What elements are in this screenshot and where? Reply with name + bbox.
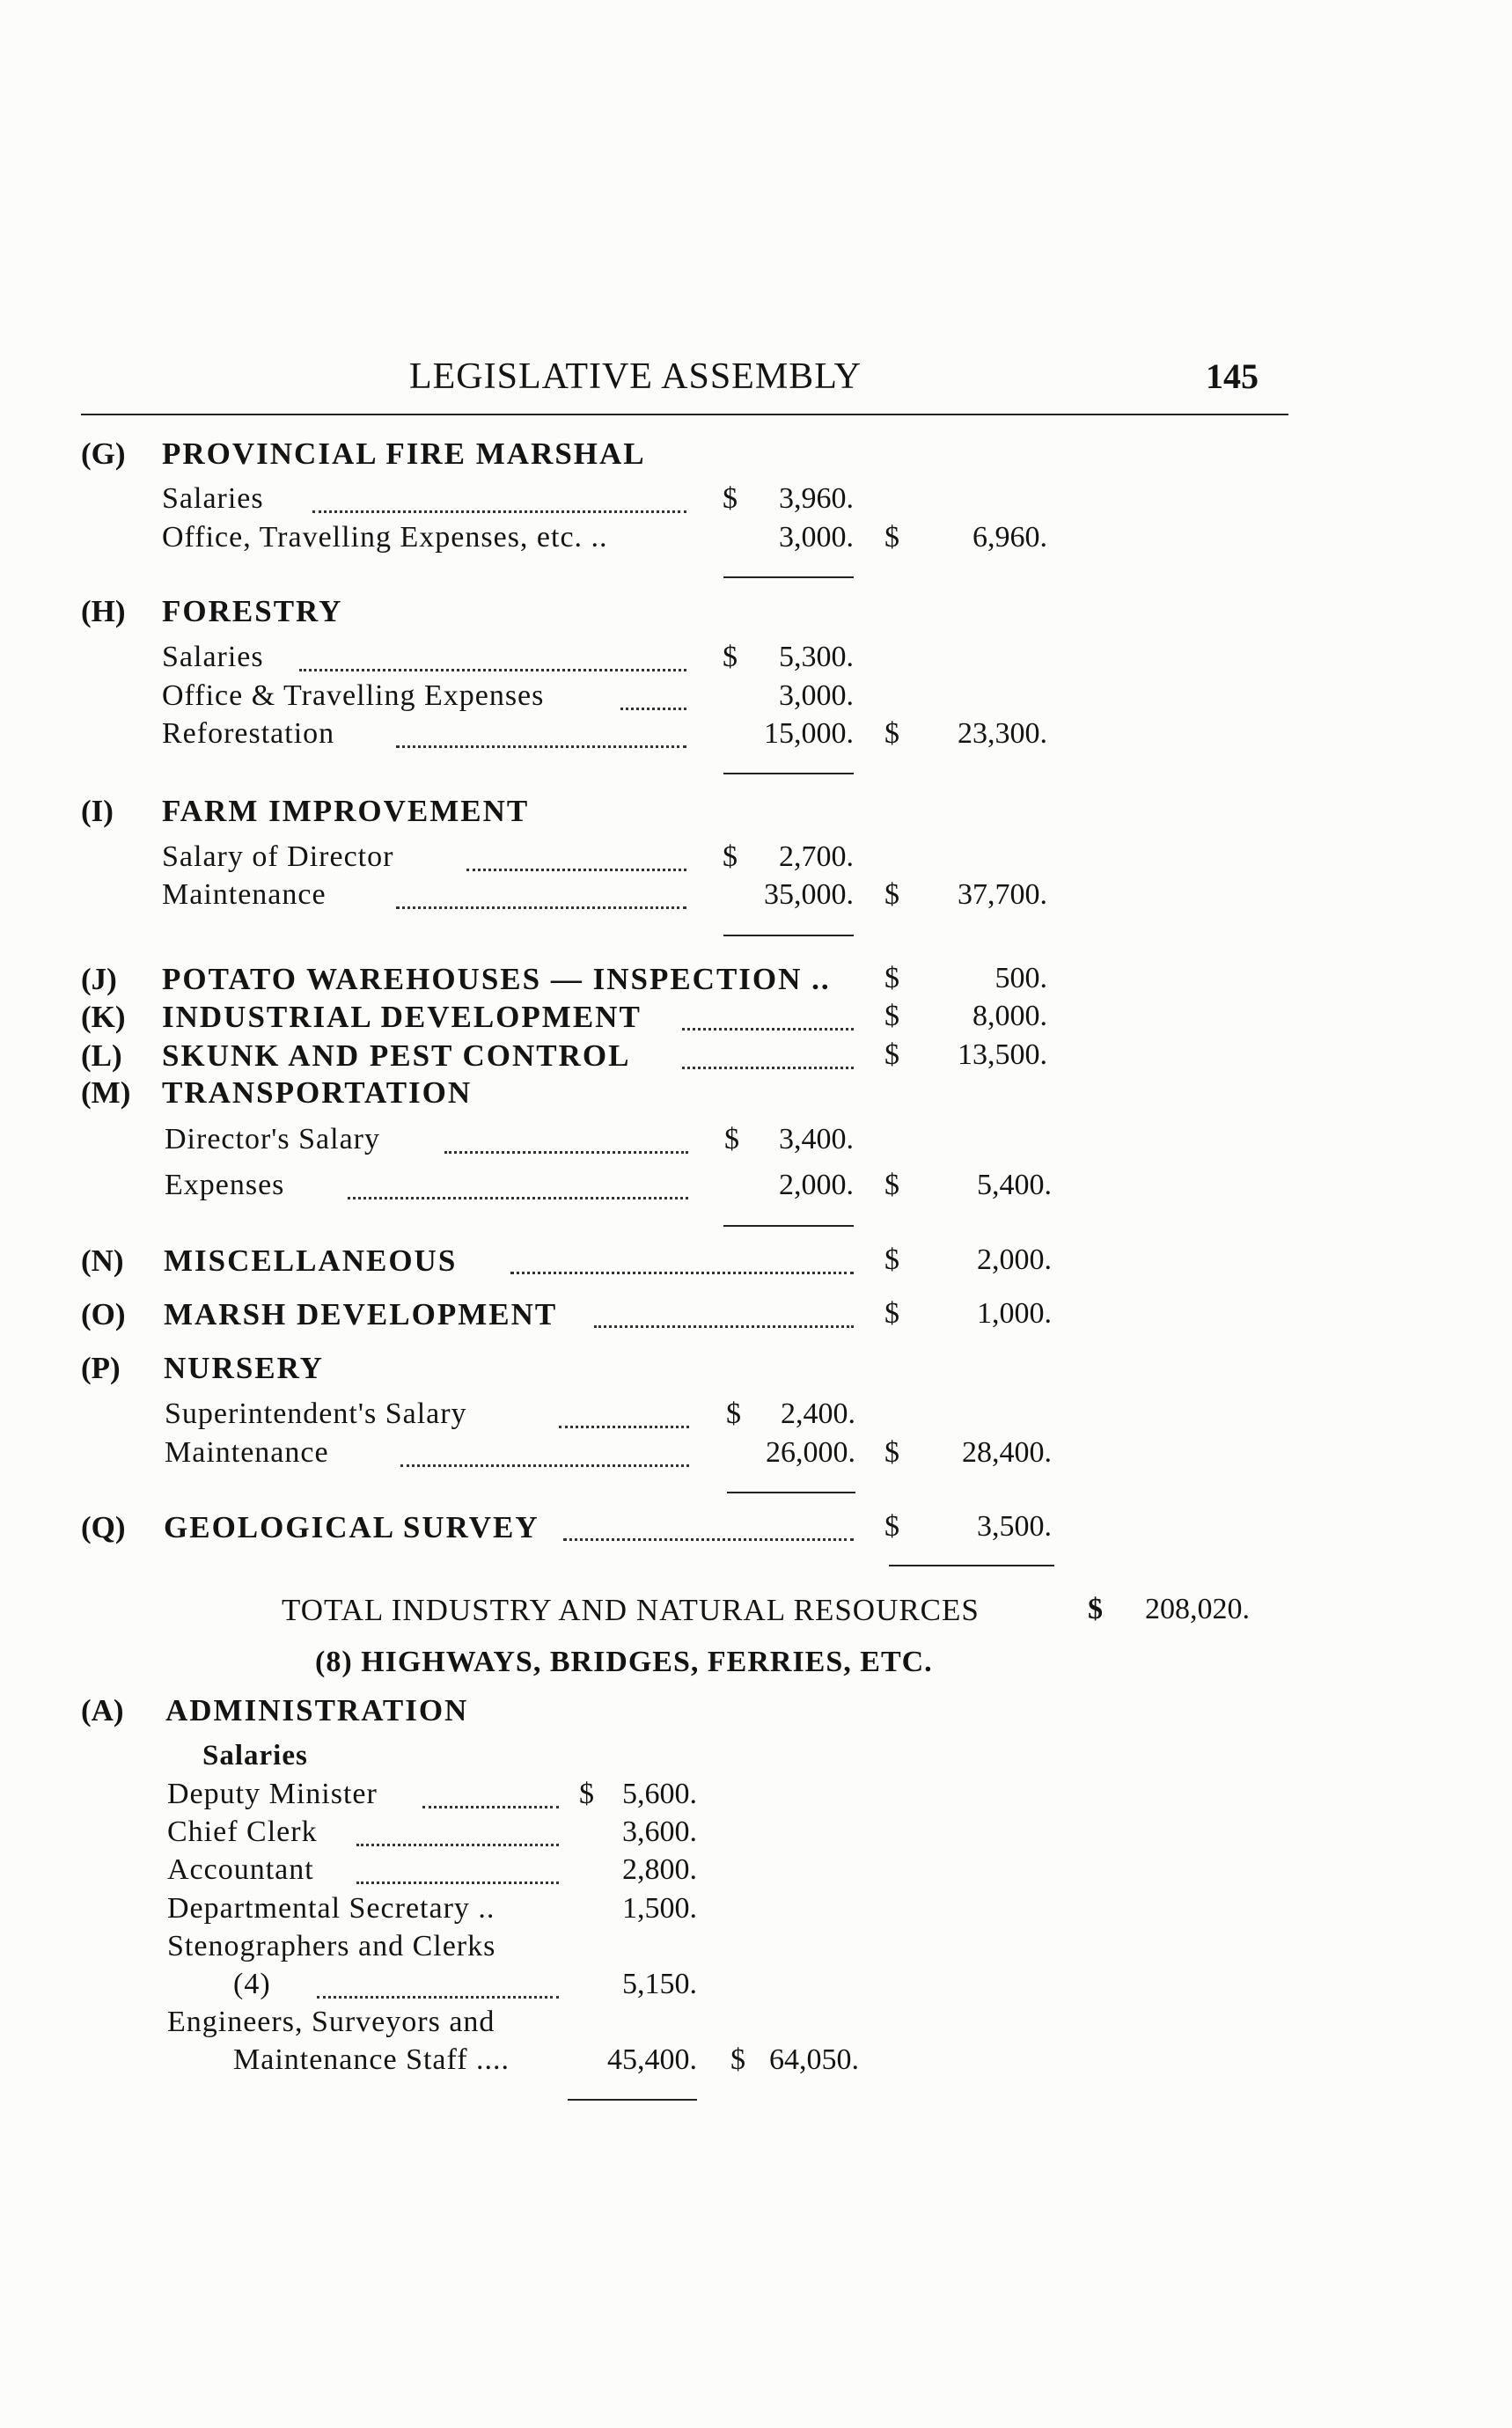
leader-dots [312, 510, 686, 513]
item-label-continued: (4) [233, 1968, 271, 2000]
item-amount: 2,400. [781, 1397, 855, 1430]
item-amount: 3,000. [779, 679, 854, 712]
item-label: Salaries [162, 641, 264, 673]
subtotal-rule [568, 2099, 697, 2101]
section-total: 6,960. [973, 521, 1047, 554]
section-total: 64,050. [769, 2043, 859, 2076]
item-label: Expenses [165, 1169, 285, 1201]
section-title-l: SKUNK AND PEST CONTROL [162, 1038, 631, 1073]
section-total: 28,400. [962, 1436, 1052, 1469]
dollar-sign: $ [884, 1243, 899, 1276]
item-label: Reforestation [162, 717, 335, 750]
item-label: Accountant [167, 1853, 314, 1886]
item-label: Office, Travelling Expenses, etc. .. [162, 521, 608, 554]
page-number: 145 [1206, 356, 1259, 396]
item-amount: 1,500. [622, 1892, 697, 1925]
dollar-sign: $ [884, 1038, 899, 1071]
leader-dots [466, 869, 686, 871]
item-amount: 5,600. [622, 1778, 697, 1810]
section-total: 37,700. [958, 878, 1047, 911]
item-amount: 2,700. [779, 840, 854, 873]
section-total: 8,000. [973, 1000, 1047, 1032]
leader-dots [682, 1028, 854, 1031]
section-letter-i: (I) [81, 794, 114, 828]
leader-dots [444, 1151, 688, 1154]
subtotal-rule [723, 1225, 854, 1227]
item-label: Superintendent's Salary [165, 1397, 467, 1430]
leader-dots [356, 1882, 559, 1884]
section-title-m: TRANSPORTATION [162, 1075, 473, 1110]
leader-dots [620, 708, 686, 710]
section-total: 23,300. [958, 717, 1047, 750]
item-label: Salaries [162, 482, 264, 515]
item-label: Maintenance [165, 1436, 329, 1469]
salaries-subheading: Salaries [202, 1740, 308, 1771]
subtotal-rule [723, 935, 854, 936]
dollar-sign: $ [726, 1397, 741, 1430]
item-amount: 3,600. [622, 1815, 697, 1848]
section-letter-o: (O) [81, 1297, 126, 1331]
section-letter-n: (N) [81, 1243, 124, 1278]
leader-dots [396, 906, 686, 909]
section-letter-p: (P) [81, 1351, 121, 1385]
leader-dots [317, 1996, 559, 1999]
subtotal-rule [723, 773, 854, 774]
item-label: Director's Salary [165, 1123, 380, 1155]
section-letter-a: (A) [81, 1693, 124, 1727]
item-amount: 2,000. [779, 1169, 854, 1201]
item-amount: 3,960. [779, 482, 854, 515]
section-total: 2,000. [977, 1243, 1052, 1276]
section-total: 13,500. [958, 1038, 1047, 1071]
section-title-j: POTATO WAREHOUSES — INSPECTION .. [162, 962, 831, 996]
dollar-sign: $ [730, 2043, 745, 2076]
item-amount: 3,000. [779, 521, 854, 554]
section-total: 1,000. [977, 1297, 1052, 1330]
item-label: Engineers, Surveyors and [167, 2006, 495, 2038]
dollar-sign: $ [884, 1169, 899, 1201]
section-total: 3,500. [977, 1510, 1052, 1543]
leader-dots [510, 1272, 854, 1274]
item-amount: 15,000. [764, 717, 854, 750]
subtotal-rule [723, 576, 854, 578]
section-title-q: GEOLOGICAL SURVEY [164, 1510, 539, 1544]
section-title-h: FORESTRY [162, 594, 343, 628]
section-letter-k: (K) [81, 1000, 126, 1034]
subtotal-rule [727, 1492, 855, 1493]
section-letter-q: (Q) [81, 1510, 126, 1544]
leader-dots [348, 1197, 688, 1199]
section-title-a: ADMINISTRATION [165, 1693, 469, 1727]
item-amount: 26,000. [766, 1436, 855, 1469]
dollar-sign: $ [884, 1436, 899, 1469]
part-heading: (8) HIGHWAYS, BRIDGES, FERRIES, ETC. [315, 1646, 933, 1678]
section-letter-h: (H) [81, 594, 126, 628]
leader-dots [682, 1067, 854, 1069]
item-label: Stenographers and Clerks [167, 1930, 496, 1962]
section-letter-l: (L) [81, 1038, 122, 1073]
section-title-p: NURSERY [164, 1351, 324, 1385]
section-title-k: INDUSTRIAL DEVELOPMENT [162, 1000, 642, 1034]
leader-dots [422, 1806, 559, 1808]
leader-dots [299, 669, 686, 671]
section-title-i: FARM IMPROVEMENT [162, 794, 530, 828]
running-header-title: LEGISLATIVE ASSEMBLY [409, 356, 862, 397]
item-label: Salary of Director [162, 840, 394, 873]
section-title-n: MISCELLANEOUS [164, 1243, 458, 1278]
item-label: Departmental Secretary .. [167, 1892, 495, 1925]
dollar-sign: $ [884, 521, 899, 554]
item-amount: 3,400. [779, 1123, 854, 1155]
grand-total-label: TOTAL INDUSTRY AND NATURAL RESOURCES [282, 1593, 980, 1627]
section-letter-g: (G) [81, 436, 126, 471]
section-title-o: MARSH DEVELOPMENT [164, 1297, 558, 1331]
dollar-sign: $ [884, 717, 899, 750]
dollar-sign: $ [884, 962, 899, 994]
section-total: 500. [995, 962, 1047, 994]
dollar-sign: $ [884, 878, 899, 911]
section-letter-m: (M) [81, 1075, 131, 1110]
total-rule [889, 1565, 1054, 1566]
item-amount: 45,400. [607, 2043, 697, 2076]
dollar-sign: $ [723, 840, 738, 873]
dollar-sign: $ [724, 1123, 739, 1155]
item-amount: 5,300. [779, 641, 854, 673]
dollar-sign: $ [723, 482, 738, 515]
leader-dots [563, 1538, 854, 1541]
dollar-sign: $ [884, 1510, 899, 1543]
section-letter-j: (J) [81, 962, 117, 996]
leader-dots [400, 1464, 689, 1467]
dollar-sign: $ [884, 1297, 899, 1330]
leader-dots [396, 745, 686, 748]
item-amount: 5,150. [622, 1968, 697, 2000]
dollar-sign: $ [1088, 1593, 1103, 1625]
leader-dots [559, 1426, 689, 1428]
item-label: Maintenance [162, 878, 327, 911]
dollar-sign: $ [723, 641, 738, 673]
item-label: Deputy Minister [167, 1778, 378, 1810]
dollar-sign: $ [884, 1000, 899, 1032]
item-amount: 2,800. [622, 1853, 697, 1886]
item-amount: 35,000. [764, 878, 854, 911]
dollar-sign: $ [579, 1778, 594, 1810]
header-rule [81, 414, 1288, 415]
grand-total-amount: 208,020. [1145, 1593, 1250, 1625]
item-label: Chief Clerk [167, 1815, 318, 1848]
leader-dots [356, 1844, 559, 1846]
item-label-continued: Maintenance Staff .... [233, 2043, 510, 2076]
section-title-g: PROVINCIAL FIRE MARSHAL [162, 436, 646, 471]
item-label: Office & Travelling Expenses [162, 679, 545, 712]
leader-dots [594, 1325, 854, 1328]
section-total: 5,400. [977, 1169, 1052, 1201]
